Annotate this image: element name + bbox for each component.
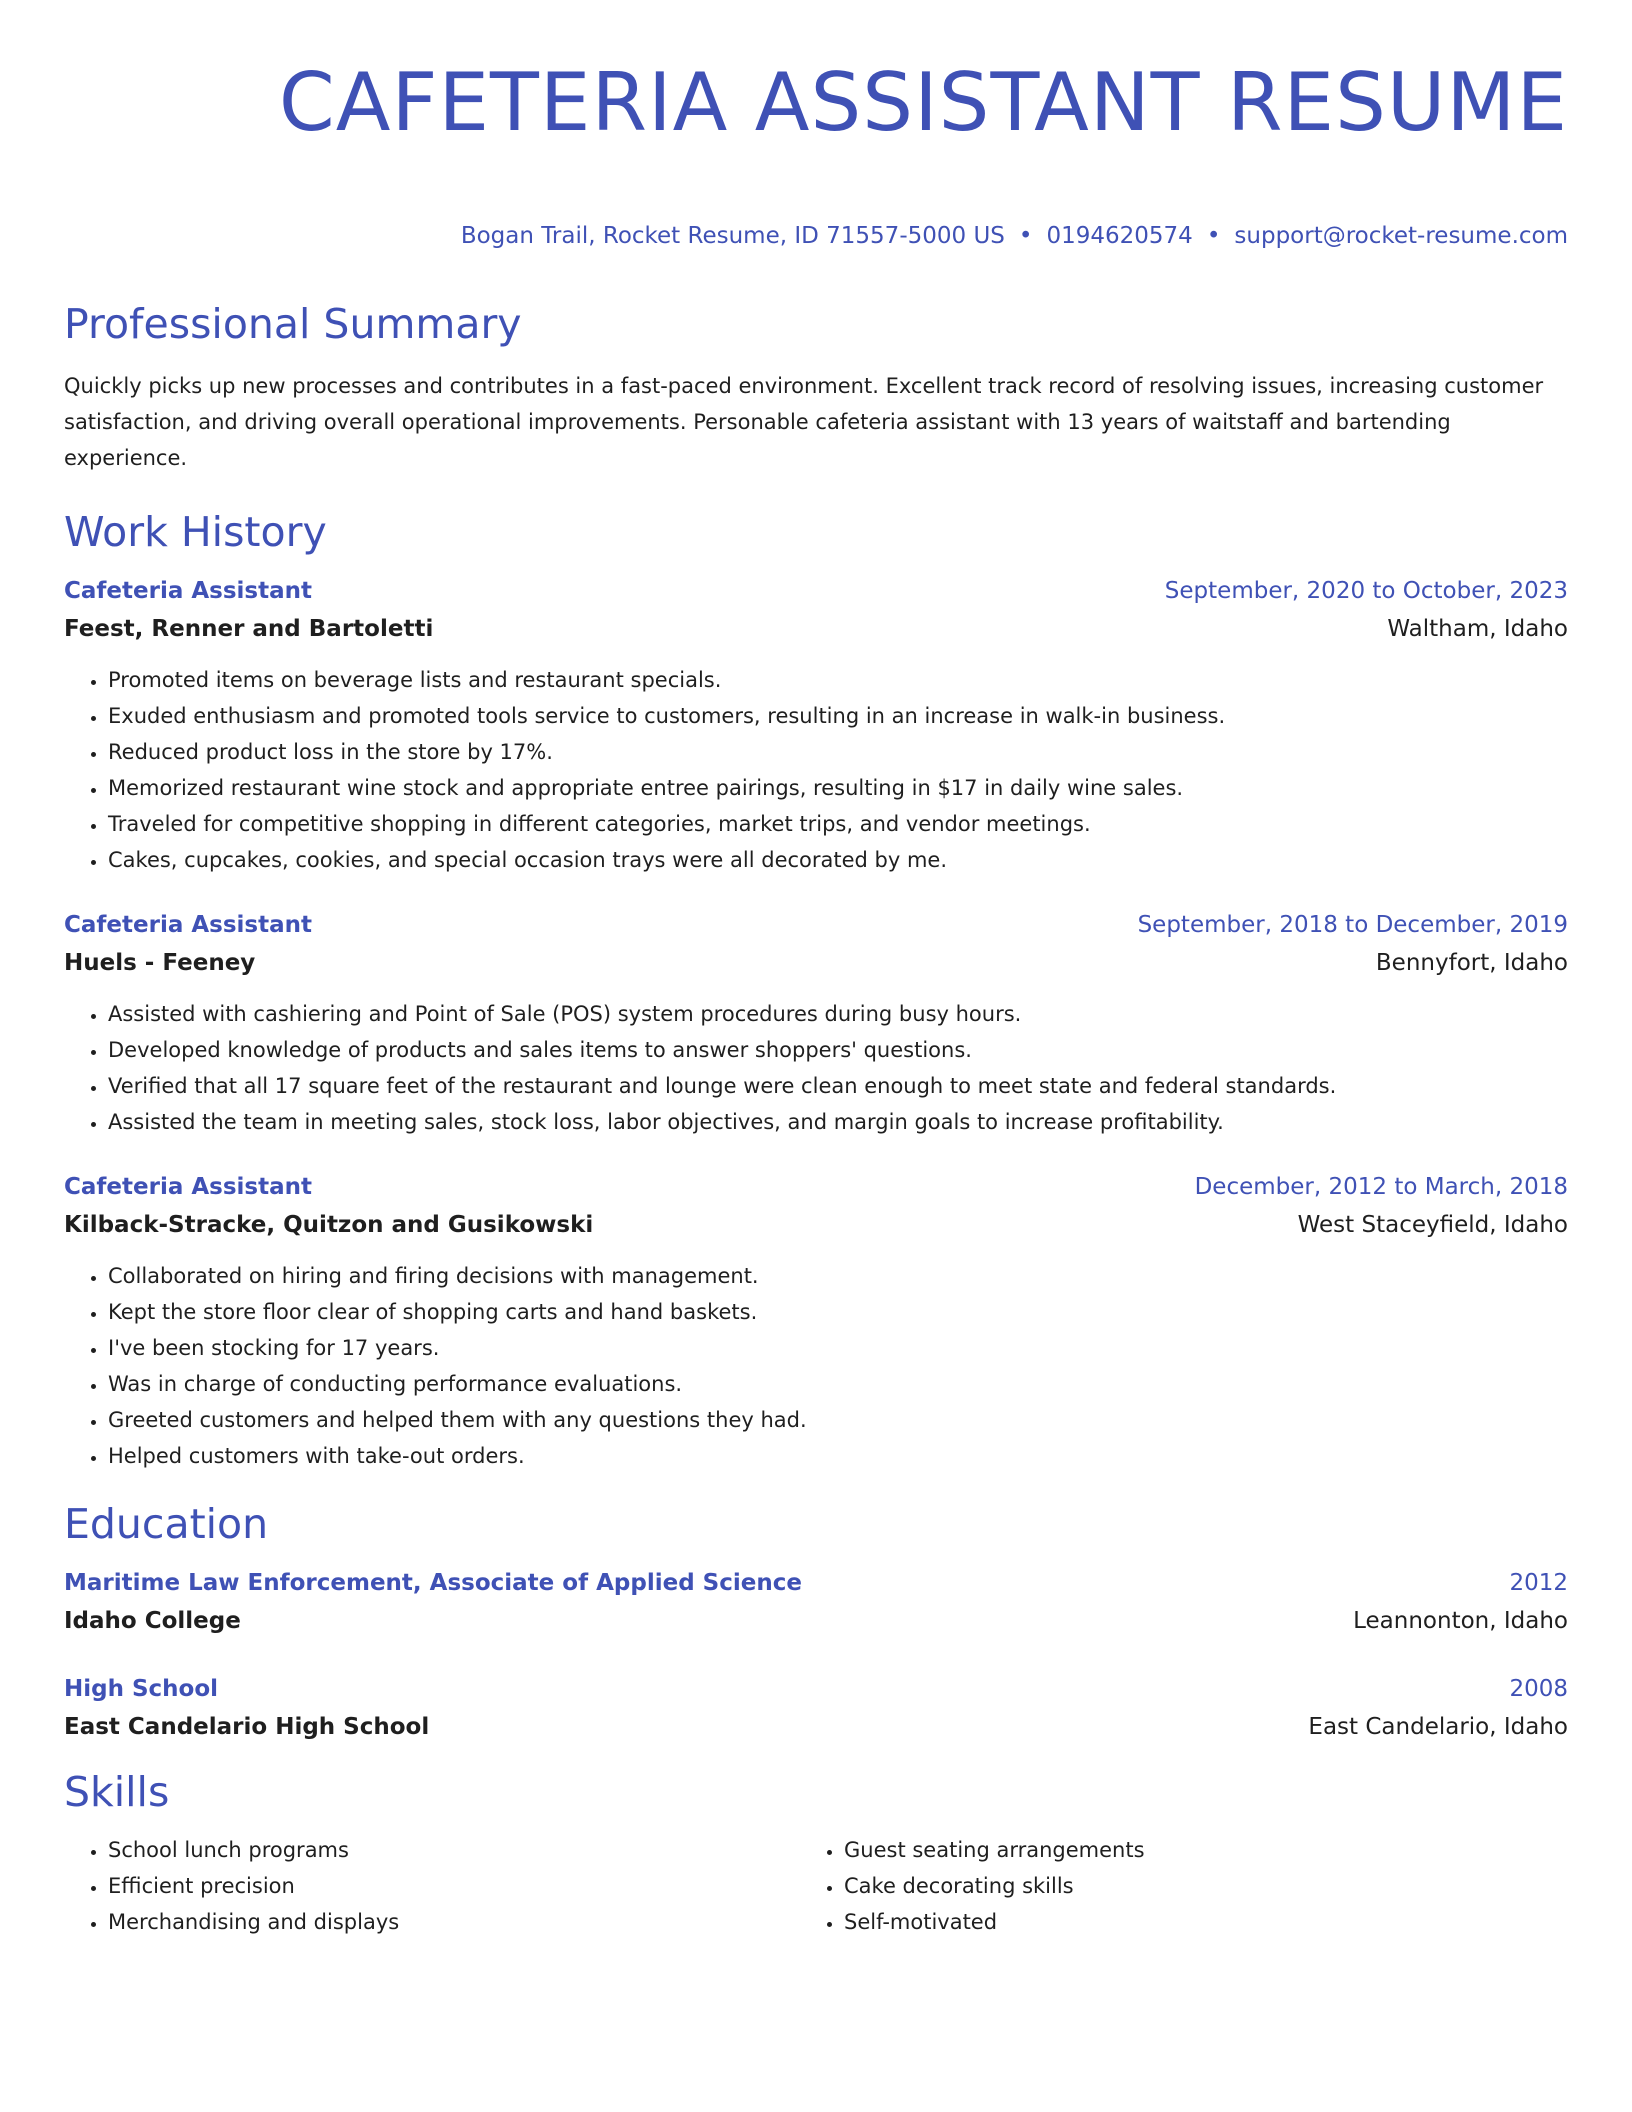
skills-column-right (800, 1832, 1536, 1940)
education-heading: Education (64, 1500, 269, 1548)
job-company: Huels - Feeney (64, 950, 256, 976)
skills-bullets (800, 1832, 1536, 1940)
job-bullets (64, 996, 1568, 1140)
contact-separator: • (1206, 223, 1221, 249)
job-bullet: • Assisted the team in meeting sales, stock loss, labor objectives, and margin goals to increase profitability. (108, 1104, 1568, 1140)
skill-item: • Efficient precision (108, 1868, 800, 1904)
job-bullet: • Collaborated on hiring and firing decisions with management. (108, 1258, 1568, 1294)
skills-heading: Skills (64, 1768, 170, 1816)
job-bullets (64, 1258, 1568, 1474)
job-entry (64, 572, 1568, 878)
skills-bullets (64, 1832, 800, 1940)
job-location: Waltham, Idaho (1387, 616, 1568, 642)
job-bullet: • Exuded enthusiasm and promoted tools service to customers, resulting in an increase in walk-in business. (108, 698, 1568, 734)
job-bullet: • I've been stocking for 17 years. (108, 1330, 1568, 1366)
job-company: Kilback-Stracke, Quitzon and Gusikowski (64, 1212, 594, 1238)
education-year: 2012 (1509, 1570, 1568, 1596)
job-entry (64, 906, 1568, 1140)
resume-title: CAFETERIA ASSISTANT RESUME (278, 56, 1568, 149)
education-entry (64, 1670, 1568, 1746)
education-location: East Candelario, Idaho (1308, 1714, 1568, 1740)
job-dates: September, 2020 to October, 2023 (1164, 578, 1568, 604)
job-bullet: • Promoted items on beverage lists and restaurant specials. (108, 662, 1568, 698)
education-year: 2008 (1509, 1676, 1568, 1702)
job-bullet: • Developed knowledge of products and sales items to answer shoppers' questions. (108, 1032, 1568, 1068)
job-company: Feest, Renner and Bartoletti (64, 616, 434, 642)
summary-heading: Professional Summary (64, 300, 522, 348)
contact-separator: • (1018, 223, 1033, 249)
job-bullet: • Assisted with cashiering and Point of Sale (POS) system procedures during busy hours. (108, 996, 1568, 1032)
skill-item: • Self-motivated (844, 1904, 1536, 1940)
skill-item: • Guest seating arrangements (844, 1832, 1536, 1868)
education-entry (64, 1564, 1568, 1640)
contact-email: support@rocket-resume.com (1234, 223, 1568, 249)
skill-item: • Merchandising and displays (108, 1904, 800, 1940)
job-bullet: • Was in charge of conducting performance evaluations. (108, 1366, 1568, 1402)
skills-list (64, 1832, 1568, 1940)
job-title: Cafeteria Assistant (64, 578, 312, 604)
skills-column-left (64, 1832, 800, 1940)
contact-line (64, 220, 1568, 252)
job-location: Bennyfort, Idaho (1375, 950, 1568, 976)
summary-text: Quickly picks up new processes and contributes in a fast-paced environment. Excellent track record of resolving issues, increasing customer satisfaction, and driving overall operational improvements. Personable cafeteria assistant with 13 years of waitstaff and bartending experience. (64, 374, 1544, 470)
skill-item: • Cake decorating skills (844, 1868, 1536, 1904)
job-bullet: • Helped customers with take-out orders. (108, 1438, 1568, 1474)
job-title: Cafeteria Assistant (64, 912, 312, 938)
education-school: East Candelario High School (64, 1714, 430, 1740)
contact-phone: 0194620574 (1046, 223, 1193, 249)
job-dates: December, 2012 to March, 2018 (1194, 1174, 1568, 1200)
job-bullet: • Kept the store floor clear of shopping carts and hand baskets. (108, 1294, 1568, 1330)
job-entry (64, 1168, 1568, 1474)
job-bullets (64, 662, 1568, 878)
skill-item: • School lunch programs (108, 1832, 800, 1868)
contact-address: Bogan Trail, Rocket Resume, ID 71557-5000 US (460, 223, 1005, 249)
education-location: Leannonton, Idaho (1353, 1608, 1568, 1634)
job-bullet: • Cakes, cupcakes, cookies, and special occasion trays were all decorated by me. (108, 842, 1568, 878)
job-bullet: • Traveled for competitive shopping in different categories, market trips, and vendor meetings. (108, 806, 1568, 842)
education-school: Idaho College (64, 1608, 241, 1634)
job-location: West Staceyfield, Idaho (1297, 1212, 1568, 1238)
education-degree: Maritime Law Enforcement, Associate of Applied Science (64, 1570, 802, 1596)
job-bullet: • Memorized restaurant wine stock and appropriate entree pairings, resulting in $17 in daily wine sales. (108, 770, 1568, 806)
education-degree: High School (64, 1676, 219, 1702)
job-title: Cafeteria Assistant (64, 1174, 312, 1200)
job-bullet: • Reduced product loss in the store by 17%. (108, 734, 1568, 770)
job-dates: September, 2018 to December, 2019 (1137, 912, 1568, 938)
work-history-heading: Work History (64, 508, 327, 556)
job-bullet: • Verified that all 17 square feet of the restaurant and lounge were clean enough to meet state and federal standards. (108, 1068, 1568, 1104)
job-bullet: • Greeted customers and helped them with any questions they had. (108, 1402, 1568, 1438)
